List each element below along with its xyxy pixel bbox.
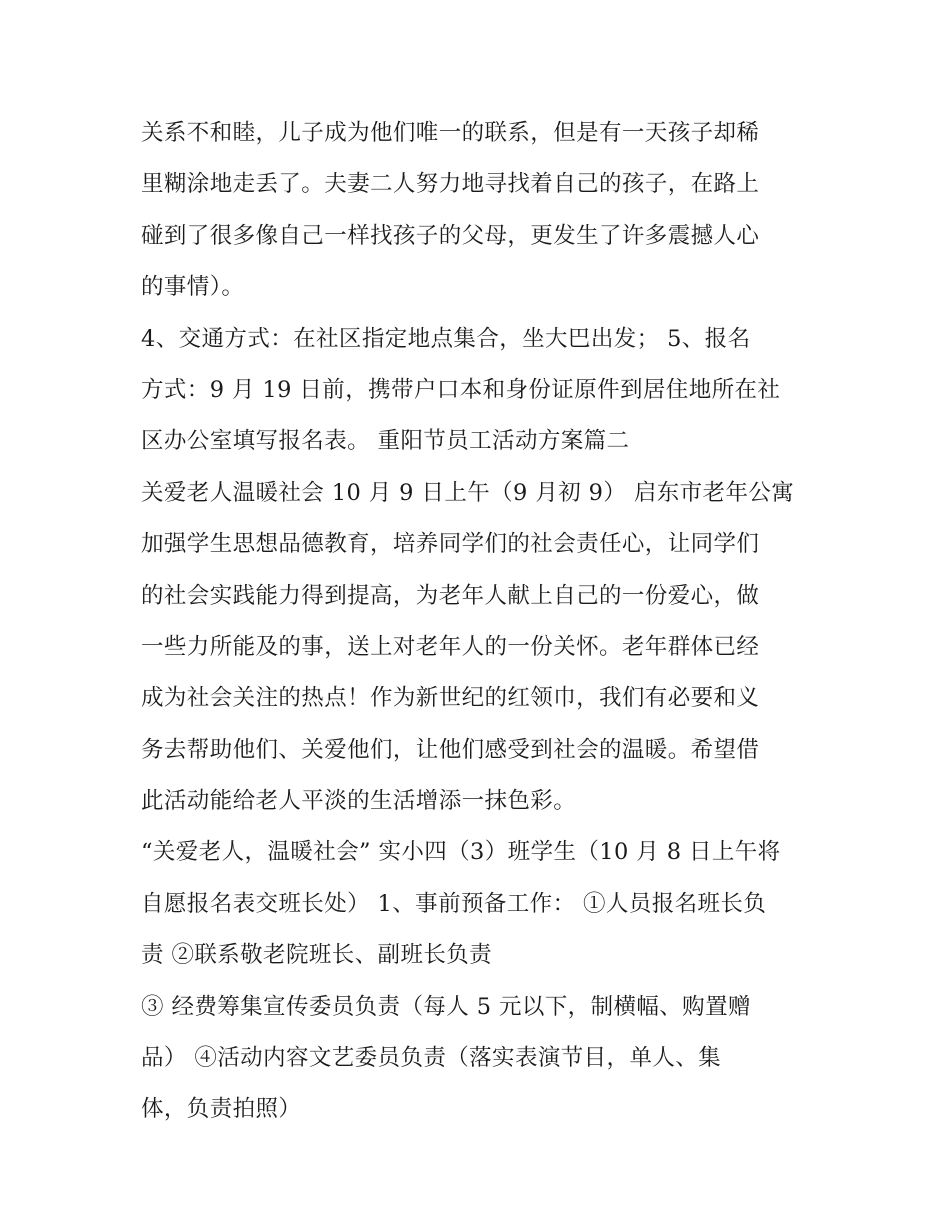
text-line: 一些力所能及的事，送上对老年人的一份关怀。老年群体已经: [141, 633, 760, 660]
text-line: 4、交通方式：在社区指定地点集合，坐大巴出发； 5、报名: [141, 325, 751, 352]
text-line: 加强学生思想品德教育，培养同学们的社会责任心，让同学们: [141, 531, 760, 558]
text-line: 里糊涂地走丢了。夫妻二人努力地寻找着自己的孩子，在路上: [141, 171, 760, 198]
text-line: 务去帮助他们、关爱他们，让他们感受到社会的温暖。希望借: [141, 736, 760, 763]
text-line: 此活动能给老人平淡的生活增添一抹色彩。: [141, 788, 577, 815]
text-line: 关系不和睦，儿子成为他们唯一的联系，但是有一天孩子却稀: [141, 120, 760, 146]
text-line: 成为社会关注的热点！作为新世纪的红领巾，我们有必要和义: [141, 685, 760, 712]
text-line: 自愿报名表交班长处） 1、事前预备工作： ①人员报名班长负: [141, 890, 767, 917]
text-line: 碰到了很多像自己一样找孩子的父母，更发生了许多震撼人心: [141, 222, 760, 249]
text-line: 方式：9 月 19 日前，携带户口本和身份证原件到居住地所在社: [141, 376, 781, 403]
body-text: [141, 108, 821, 1136]
text-line: 关爱老人温暖社会 10 月 9 日上午（9 月初 9） 启东市老年公寓: [141, 479, 795, 506]
text-line: 区办公室填写报名表。 重阳节员工活动方案篇二: [141, 428, 630, 455]
text-line: 的社会实践能力得到提高，为老年人献上自己的一份爱心，做: [141, 582, 760, 609]
text-line: 的事情）。: [141, 274, 245, 301]
text-line: ③ 经费筹集宣传委员负责（每人 5 元以下，制横幅、购置赠: [141, 993, 751, 1020]
text-line: 体，负责拍照）: [141, 1096, 302, 1123]
text-line: 责 ②联系敬老院班长、副班长负责: [141, 942, 493, 969]
text-line: 品） ④活动内容文艺委员负责（落实表演节目，单人、集: [141, 1045, 722, 1072]
text-line: “关爱老人，温暖社会” 实小四（3）班学生（10 月 8 日上午将: [141, 839, 781, 866]
